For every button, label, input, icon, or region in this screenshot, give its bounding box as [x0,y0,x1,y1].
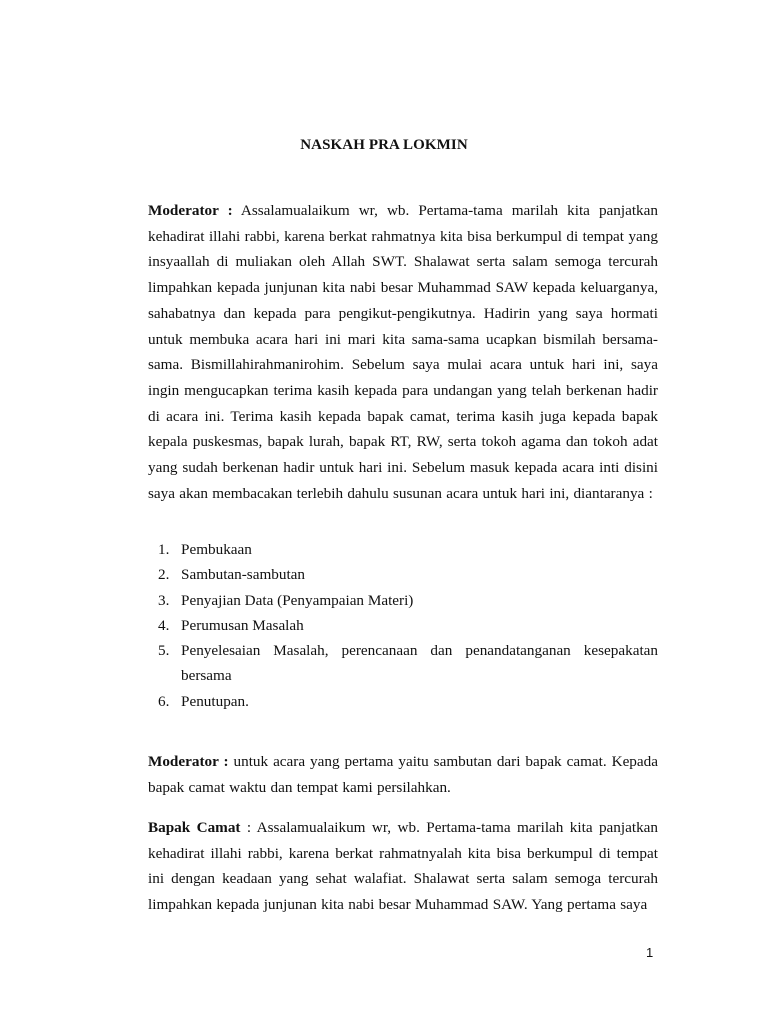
agenda-item-text: Penyelesaian Masalah, perencanaan dan penandatanganan kesepakatan bersama [181,642,658,685]
agenda-item [148,613,658,638]
paragraph-text: untuk acara yang pertama yaitu sambutan dari bapak camat. Kepada bapak camat waktu dan tempat kami persilahkan. [148,753,658,796]
agenda-item [148,537,658,562]
document-title: NASKAH PRA LOKMIN [300,137,468,153]
speaker-label: Moderator : [148,202,233,219]
agenda-item-text: Penyajian Data (Penyampaian Materi) [181,591,414,609]
agenda-item [148,588,658,613]
paragraph-text: : Assalamualaikum wr, wb. Pertama-tama marilah kita panjatkan kehadirat illahi rabbi, karena berkat rahmatnyalah kita bisa berkumpul di tempat ini dengan keadaan yang sehat walafiat. Shalawat serta salam semoga tercurah limpahkan kepada junjunan kita nabi besar Muhammad SAW. Yang pertama saya [148,819,658,914]
speaker-label: Bapak Camat [148,819,241,836]
camat-speech-paragraph [148,815,658,918]
page-number: 1 [646,945,654,960]
agenda-list [148,537,658,714]
agenda-item-number: 3. [158,591,170,609]
agenda-item-text: Sambutan-sambutan [181,566,306,584]
agenda-item-text: Pembukaan [181,541,252,558]
agenda-item-number: 6. [158,692,170,710]
moderator-opening-paragraph [148,198,658,506]
agenda-item [148,689,658,714]
agenda-item-number: 2. [158,566,170,584]
agenda-item-number: 5. [158,642,170,660]
agenda-item-text: Perumusan Masalah [181,616,304,634]
paragraph-text: Assalamualaikum wr, wb. Pertama-tama marilah kita panjatkan kehadirat illahi rabbi, karena berkat rahmatnya kita bisa berkumpul di tempat yang insyaallah di muliakan oleh Allah SWT. Shalawat serta salam semoga tercurah limpahkan kepada junjunan kita nabi besar Muhammad SAW kepada keluarganya, sahabatnya dan kepada para pengikut-pengikutnya. Hadirin yang saya hormati untuk membuka acara hari ini mari kita sama-sama ucapkan bismilah bersama-sama. Bismillahirahmanirohim. Sebelum saya mulai acara untuk hari ini, saya ingin mengucapkan terima kasih kepada para undangan yang telah berkenan hadir di acara ini. Terima kasih kepada bapak camat, terima kasih juga kepada bapak kepala puskesmas, bapak lurah, bapak RT, RW, serta tokoh agama dan tokoh adat yang sudah berkenan hadir untuk hari ini. Sebelum masuk kepada acara inti disini saya akan membacakan terlebih dahulu susunan acara untuk hari ini, diantaranya : [148,202,658,502]
agenda-item [148,638,658,689]
agenda-item-text: Penutupan. [181,692,249,710]
agenda-item-number: 4. [158,616,170,634]
agenda-item [148,562,658,587]
moderator-introduction-paragraph [148,749,658,800]
speaker-label: Moderator : [148,753,229,770]
agenda-item-number: 1. [158,541,170,558]
